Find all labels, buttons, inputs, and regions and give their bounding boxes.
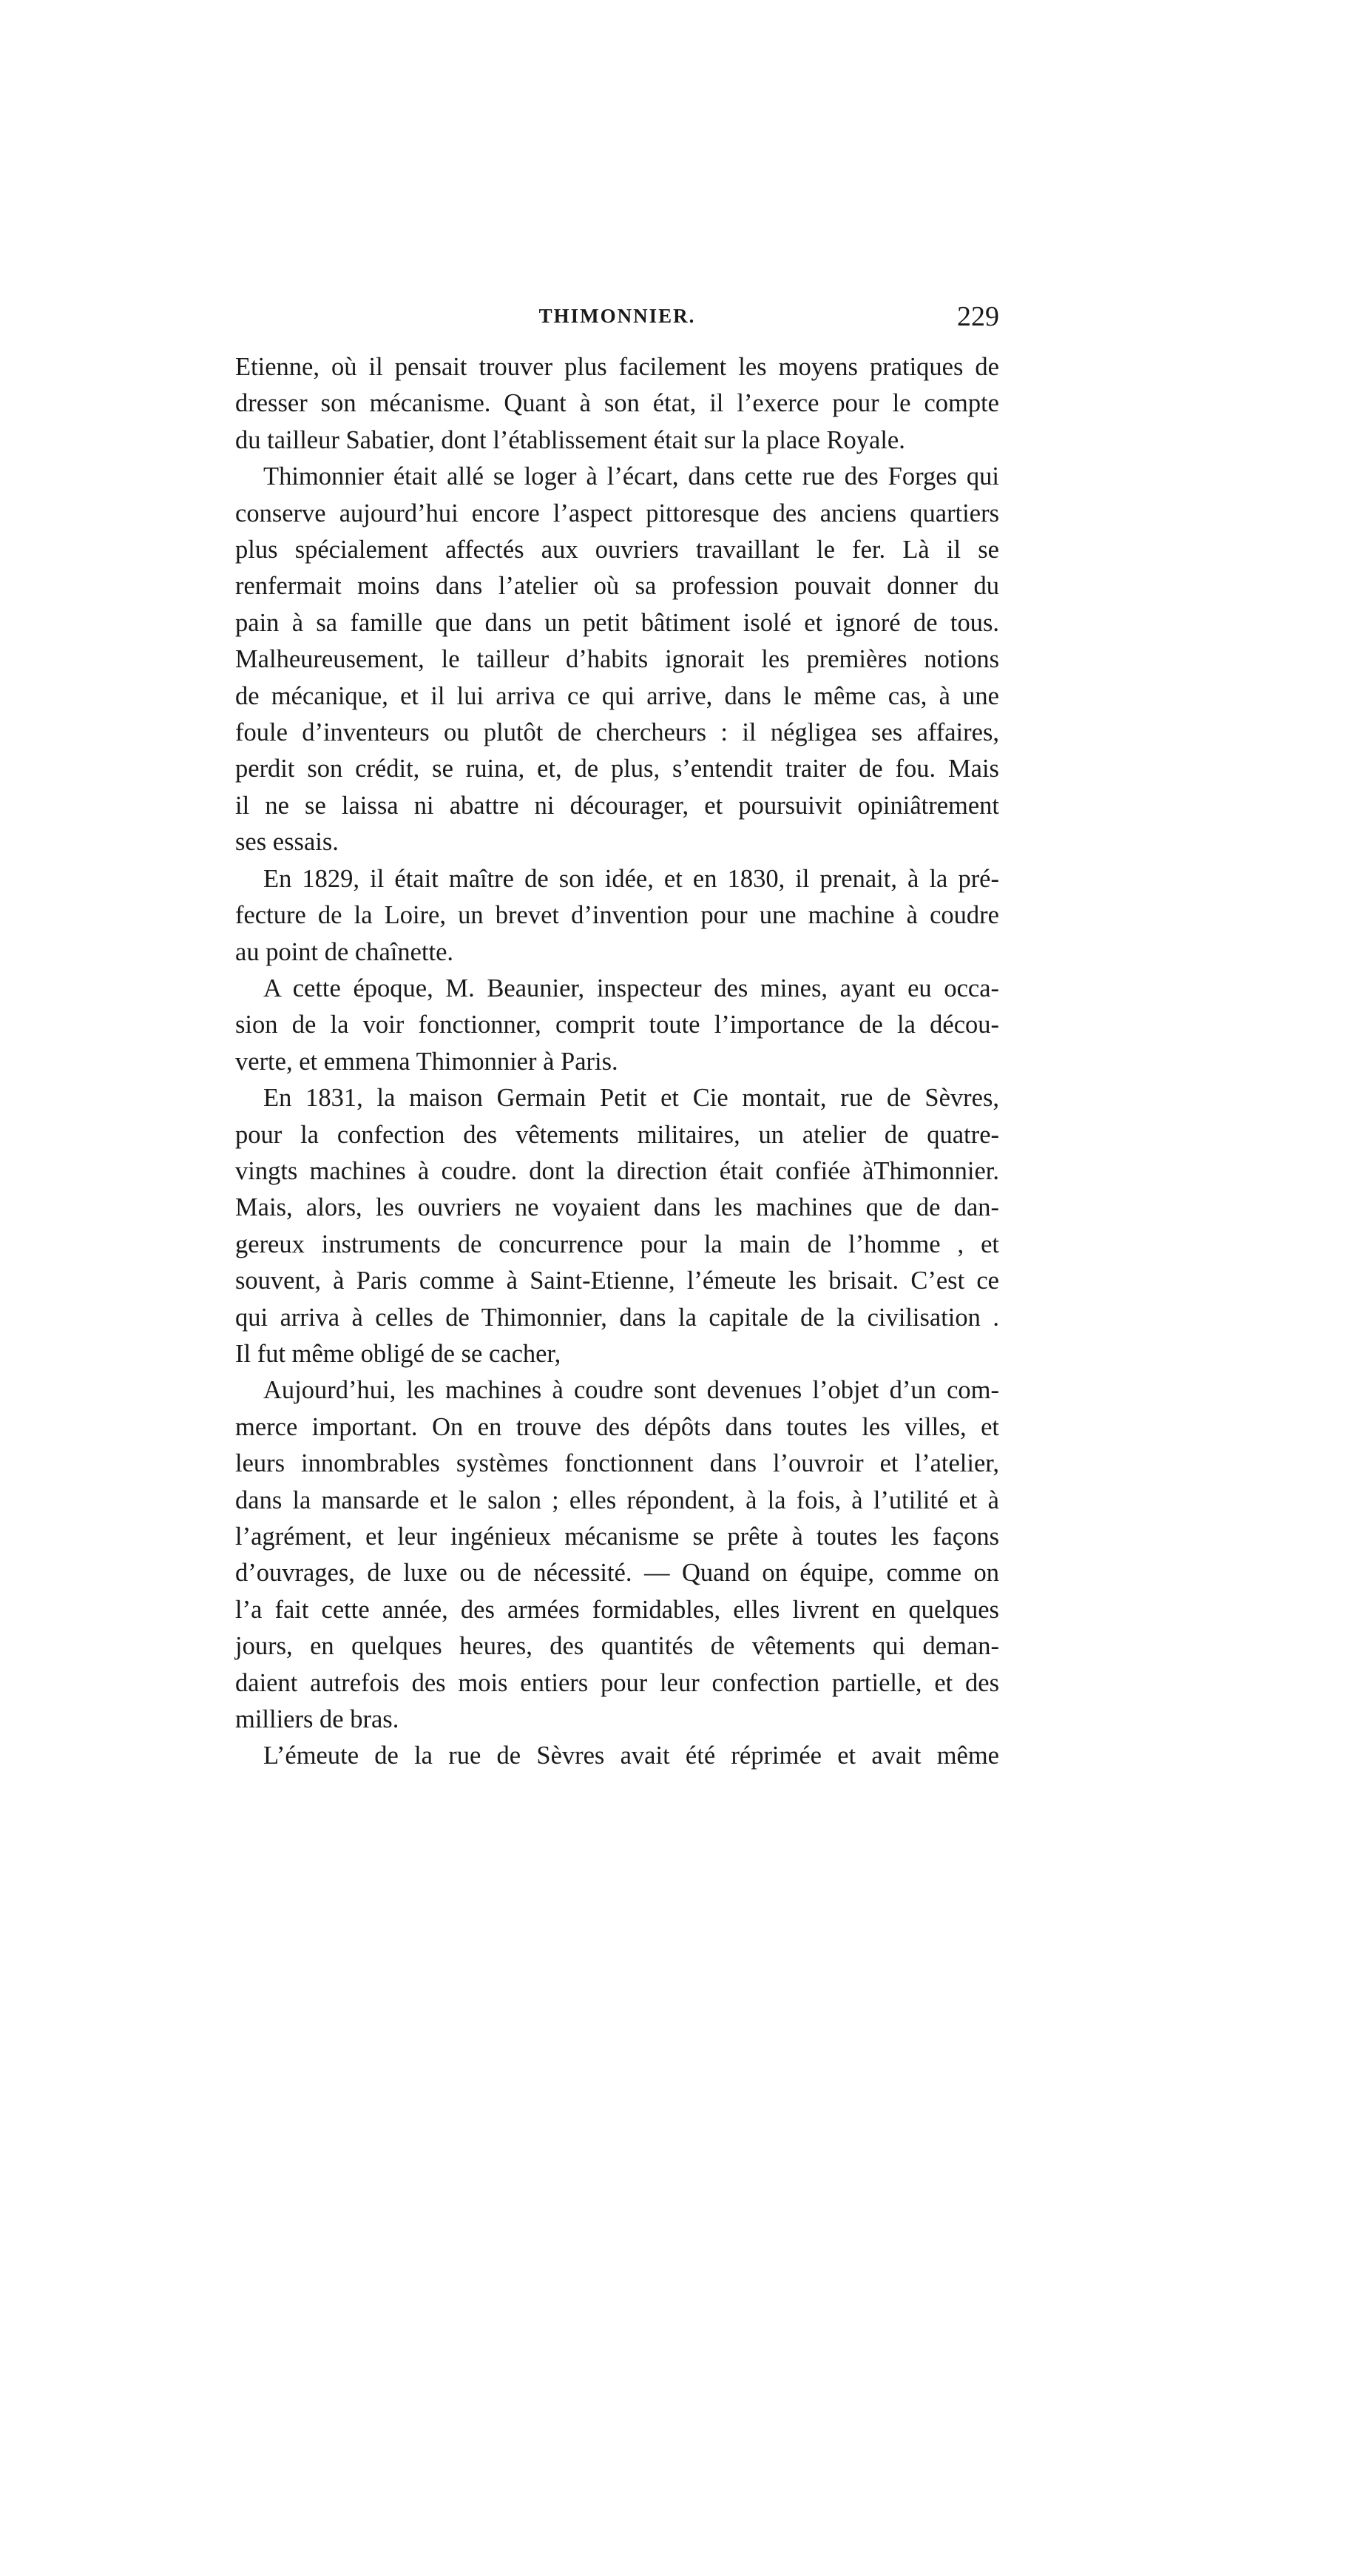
text-line: leurs innombrables systèmes fonctionnent dans l’ouvroir et l’atelier, — [235, 1449, 999, 1478]
text-line: gereux instruments de concurrence pour la main de l’homme , et — [235, 1230, 999, 1258]
text-line: jours, en quelques heures, des quantités de vêtements qui deman- — [235, 1632, 999, 1661]
page-header — [235, 301, 999, 349]
text-line: A cette époque, M. Beaunier, inspecteur des mines, ayant eu occa- — [263, 974, 999, 1002]
text-line: conserve aujourd’hui encore l’aspect pittoresque des anciens quartiers — [235, 499, 999, 527]
paragraph — [235, 971, 999, 1080]
text-line: du tailleur Sabatier, dont l’établissement était sur la place Royale. — [235, 425, 905, 454]
text-line: ses essais. — [235, 828, 339, 857]
text-line: pain à sa famille que dans un petit bâtiment isolé et ignoré de tous. — [235, 608, 999, 637]
text-line: foule d’inventeurs ou plutôt de chercheurs : il négligea ses affaires, — [235, 718, 999, 747]
text-line: milliers de bras. — [235, 1705, 399, 1734]
text-line: pour la confection des vêtements militaires, un atelier de quatre- — [235, 1120, 999, 1149]
text-line: l’agrément, et leur ingénieux mécanisme se prête à toutes les façons — [235, 1523, 999, 1551]
text-line: au point de chaînette. — [235, 937, 454, 966]
text-line: souvent, à Paris comme à Saint-Etienne, l’émeute les brisait. C’est ce — [235, 1267, 999, 1295]
text-line: dresser son mécanisme. Quant à son état, il l’exerce pour le compte — [235, 389, 999, 418]
body-text — [235, 349, 999, 1775]
text-line: fecture de la Loire, un brevet d’invention pour une machine à coudre — [235, 901, 999, 930]
paragraph — [235, 459, 999, 860]
text-line: Il fut même obligé de se cacher, — [235, 1339, 561, 1368]
text-line: verte, et emmena Thimonnier à Paris. — [235, 1047, 618, 1076]
text-line: il ne se laissa ni abattre ni décourager, et poursuivit opiniâtrement — [235, 791, 999, 820]
text-line: Etienne, où il pensait trouver plus facilement les moyens pratiques de — [235, 353, 999, 381]
text-line: L’émeute de la rue de Sèvres avait été réprimée et avait même — [263, 1742, 999, 1770]
paragraph — [235, 349, 999, 459]
text-line: En 1829, il était maître de son idée, et en 1830, il prenait, à la pré- — [263, 864, 999, 893]
running-title: THIMONNIER. — [538, 305, 696, 327]
paragraph — [235, 1372, 999, 1738]
paragraph — [235, 1080, 999, 1372]
text-line: Aujourd’hui, les machines à coudre sont devenues l’objet d’un com- — [263, 1376, 999, 1405]
text-line: d’ouvrages, de luxe ou de nécessité. — Quand on équipe, comme on — [235, 1559, 999, 1588]
text-line: sion de la voir fonctionner, comprit toute l’importance de la décou- — [235, 1011, 999, 1039]
text-line: Mais, alors, les ouvriers ne voyaient dans les machines que de dan- — [235, 1193, 999, 1222]
text-line: merce important. On en trouve des dépôts dans toutes les villes, et — [235, 1412, 999, 1441]
text-line: qui arriva à celles de Thimonnier, dans la capitale de la civilisation . — [235, 1303, 999, 1332]
text-line: En 1831, la maison Germain Petit et Cie montait, rue de Sèvres, — [263, 1084, 999, 1113]
text-line: Malheureusement, le tailleur d’habits ignorait les premières notions — [235, 645, 999, 674]
text-line: plus spécialement affectés aux ouvriers travaillant le fer. Là il se — [235, 536, 999, 564]
text-line: l’a fait cette année, des armées formidables, elles livrent en quelques — [235, 1595, 999, 1624]
text-line: vingts machines à coudre. dont la direction était confiée àThimonnier. — [235, 1156, 999, 1185]
text-line: de mécanique, et il lui arriva ce qui arrive, dans le même cas, à une — [235, 681, 999, 710]
paragraph — [235, 1738, 999, 1774]
page-number: 229 — [957, 301, 999, 332]
text-line: dans la mansarde et le salon ; elles répondent, à la fois, à l’utilité et à — [235, 1486, 999, 1514]
text-line: renfermait moins dans l’atelier où sa profession pouvait donner du — [235, 572, 999, 601]
text-line: daient autrefois des mois entiers pour leur confection partielle, et des — [235, 1668, 999, 1697]
paragraph — [235, 861, 999, 971]
text-line: perdit son crédit, se ruina, et, de plus, s’entendit traiter de fou. Mais — [235, 755, 999, 783]
text-line: Thimonnier était allé se loger à l’écart, dans cette rue des Forges qui — [263, 462, 999, 491]
